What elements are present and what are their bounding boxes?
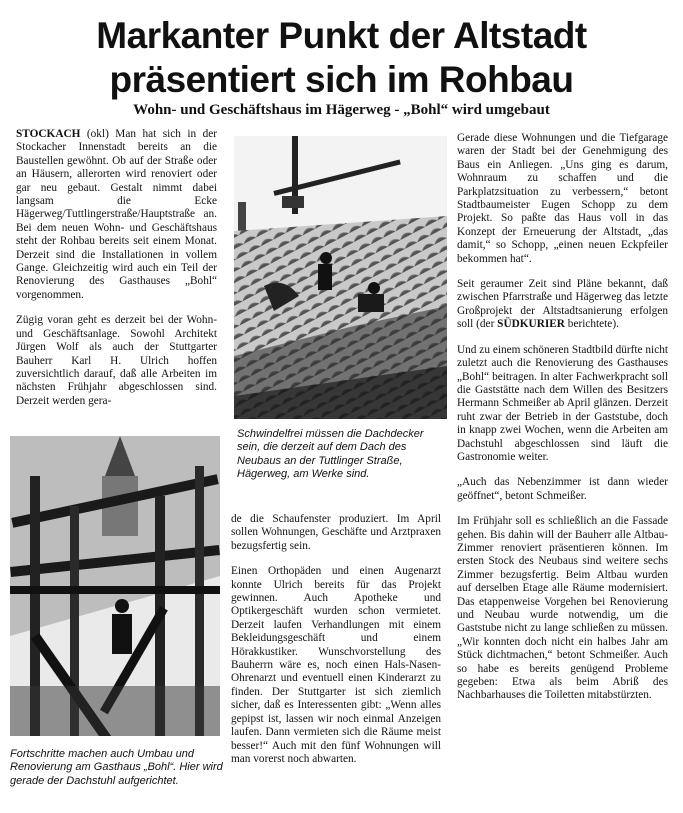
subheadline: Wohn- und Geschäftshaus im Hägerweg - „Bohl“ wird umgebaut: [133, 102, 550, 118]
dateline: STOCKACH: [16, 128, 81, 140]
paragraph-7: Und zu einem schöneren Stadtbild dürfte nicht zuletzt auch die Renovierung des Gasthauses „Bohl“ beitragen. In alter Fachwerkpracht soll die Gaststätte nach dem Willen des Besitzers Hermann Schmeißer ab April glänzen. Derzeit ruht zwar der Betrieb in der Gaststube, doch in knapp zwei Wochen, wenn die Arbeiten am Dachstuhl abgeschlossen sind läuft die Gastronomie weiter.: [457, 343, 668, 463]
paragraph-2: Zügig voran geht es derzeit bei der Wohn- und Geschäftsanlage. Sowohl Architekt Jürgen Wolf als auch der Stuttgarter Bauherr Karl H. Ulrich hoffen zuversichtlich darauf, daß alle Arbeiten im nächsten Frühjahr abgeschlossen sind. Derzeit werden gera-: [16, 314, 217, 407]
paragraph-5: Gerade diese Wohnungen und die Tiefgarage waren der Stadt bei der Genehmigung des Baus ein Anliegen. „Uns ging es darum, Wohnraum zu schaffen und die Parkplatzsituation zu verbessern,“ betont Stadtbaumeister Eugen Schopp zu dem Projekt. So paßte das Haus voll in das Konzept der Erneuerung der Altstadt, „das damit,“ so Schopp, „einen neuen Eckpfeiler bekommen hat“.: [457, 132, 668, 265]
paragraph-6: [457, 278, 668, 332]
paragraph-8: „Auch das Nebenzimmer ist dann wieder geöffnet“, betont Schmeißer.: [457, 476, 668, 502]
roofers-photo: [234, 136, 447, 419]
paragraph-9: Im Frühjahr soll es schließlich an die Fassade gehen. Bis dahin will der Bauherr alle Altbau-Zimmer renoviert präsentieren können. Im ersten Stock des Neubaus sind weitere sechs Zimmer bezugsfertig. Beim Altbau wurden auf derselben Etage alle Räume modernisiert. Das etappenweise Vorgehen bei Renovierung und Neubau wurde notwendig, um die Gaststube nicht zu lange schließen zu müssen. „Wir konnten doch nicht ein halbes Jahr am Stück dichtmachen,“ betont Schmeißer. Auch so habe es bereits genügend Probleme gegeben: Etwa als beim Abriß des Nachbarhauses die Toiletten mitabstürzten.: [457, 515, 668, 702]
roofers-photo-caption: Schwindelfrei müssen die Dachdecker sein, die derzeit auf dem Dach des Neubaus an der Tuttlinger Straße, Hägerweg, am Werke sind.: [237, 428, 424, 480]
roof-truss-photo-caption: Fortschritte machen auch Umbau und Renovierung am Gasthaus „Bohl“. Hier wird gerade der Dachstuhl aufgerichtet.: [10, 748, 223, 787]
paragraph-4: Einen Orthopäden und einen Augenarzt konnte Ulrich bereits für das Projekt gewinnen. Auch Apotheke und Optikergeschäft wurden schon vermietet. Derzeit laufen Verhandlungen mit einem Bekleidungsgeschäft und einem Hörakkustiker. Wunschvorstellung des Bauherrn wäre es, noch einen Hals-Nasen-Ohrenarzt und eventuell einen Kinderarzt zu finden. Der Stuttgarter ist sich ziemlich sicher, daß es Interessenten gibt: „Wenn alles gepipst ist, lassen wir noch einmal Anzeigen laufen. Dann vermieten sich die Räume meist besser!“ Auch mit den fünf Wohnungen will man vorerst noch abwarten.: [231, 565, 441, 765]
paragraph-1: [16, 128, 217, 302]
paragraph-6-end: berichtete).: [564, 318, 619, 331]
paragraph-3: de die Schaufenster produziert. Im April sollen Wohnungen, Geschäfte und Arztpraxen bezugsfertig sein.: [231, 513, 441, 552]
paragraph-6-text: Seit geraumer Zeit sind Pläne bekannt, daß zwischen Pfarrstraße und Hägerweg das letzte Großprojekt der Altstadtsanierung erfolgen soll (der: [457, 278, 668, 331]
headline-line-1: Markanter Punkt der Altstadt: [96, 15, 587, 56]
article-column-3: [457, 132, 668, 715]
roof-truss-photo: [10, 436, 220, 736]
article-column-2: [231, 513, 441, 778]
paragraph-1-text: (okl) Man hat sich in der Stockacher Innenstadt bereits an die Baustellen gewöhnt. Ob auf der Straße oder an Häusern, allerorten wird renoviert oder gar neu gebaut. Gestalt nimmt dabei langsam die Ecke Hägerweg/Tuttlingerstraße/Hauptstraße an. Bei dem neuen Wohn- und Geschäftshaus steht der Rohbau bereits seit einem Monat. Derzeit sind die Installationen in vollem Gange. Gleichzeitig wird auch ein Teil der Renovierung des Gasthauses „Bohl“ vorgenommen.: [16, 128, 217, 301]
article-column-1: [16, 128, 217, 420]
newspaper-name: SÜDKURIER: [497, 318, 565, 331]
headline-line-2: präsentiert sich im Rohbau: [109, 59, 574, 100]
